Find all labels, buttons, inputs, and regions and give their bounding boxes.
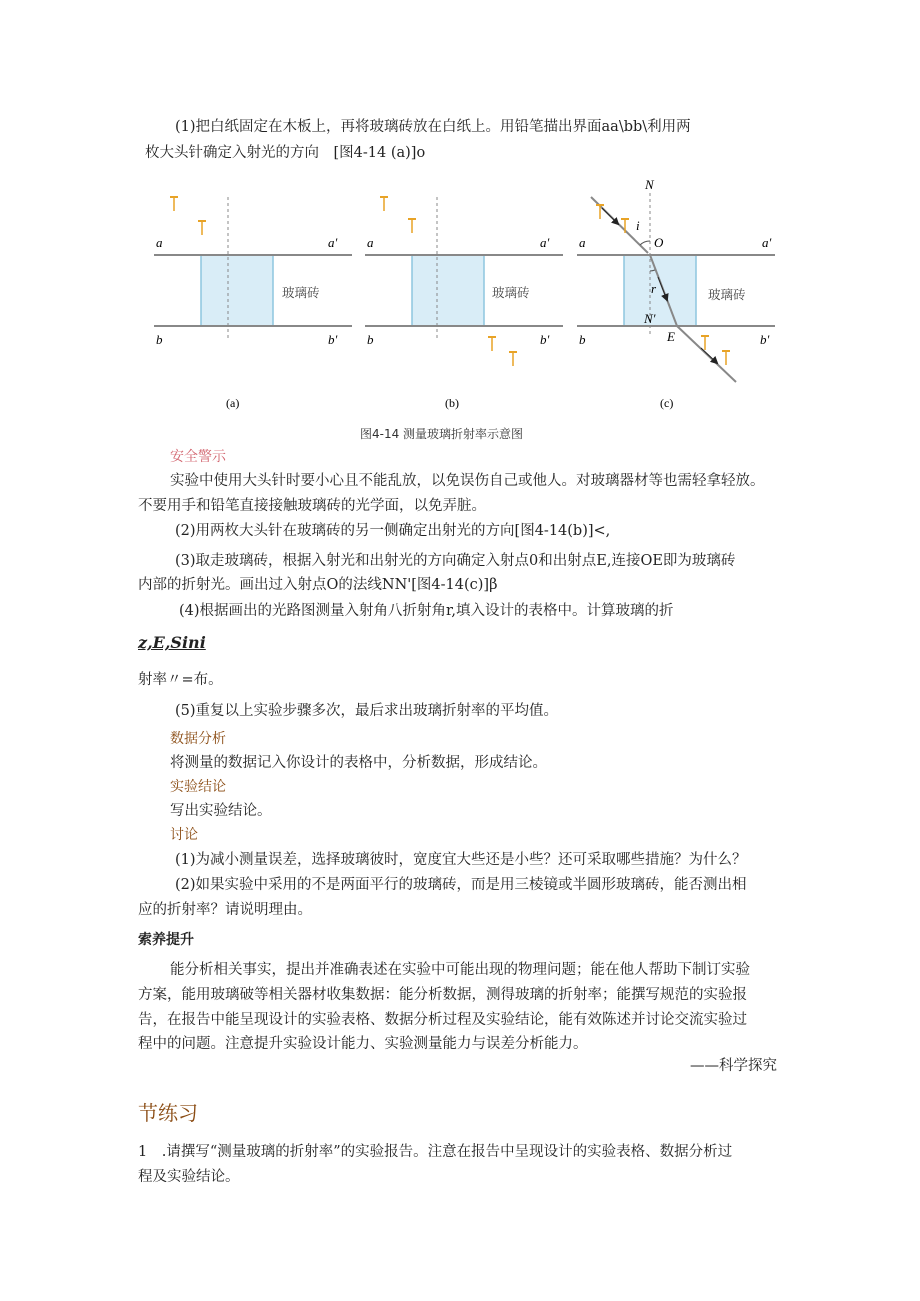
label-a: a — [367, 235, 374, 250]
emergent-ray — [677, 326, 736, 382]
pin-icon — [509, 352, 517, 366]
glass-block-c — [624, 255, 696, 326]
figure-4-14 — [140, 175, 790, 420]
subfigure-label-a: (a) — [226, 396, 240, 410]
label-b-prime: b′ — [328, 332, 338, 347]
analysis-heading: 数据分析 — [170, 731, 226, 747]
angle-i-arc — [640, 241, 650, 245]
step4-line1: (4)根据画出的光路图测量入射角八折射角r,填入设计的表格中。计算玻璃的折 — [179, 603, 674, 619]
step4-line2: 射率〃=布。 — [138, 672, 223, 688]
step5: (5)重复以上实验步骤多次，最后求出玻璃折射率的平均值。 — [175, 703, 559, 719]
label-r: r — [651, 281, 657, 296]
label-N-prime: N′ — [644, 311, 656, 326]
label-b-prime: b′ — [540, 332, 550, 347]
safety-line1: 实验中使用大头针时要小心且不能乱放，以免误伤自己或他人。对玻璃器材等也需轻拿轻放。 — [170, 473, 765, 489]
literacy-line2: 方案，能用玻璃破等相关器材收集数据：能分析数据，测得玻璃的折射率；能撰写规范的实验报 — [138, 987, 747, 1003]
glass-label: 玻璃砖 — [282, 286, 320, 300]
safety-line2: 不要用手和铅笔直接接触玻璃砖的光学面，以免弄脏。 — [138, 498, 486, 514]
discussion-q2-line1: (2)如果实验中采用的不是两面平行的玻璃砖，而是用三棱镜或半圆形玻璃砖，能否测出相 — [175, 877, 747, 893]
label-O: O — [654, 235, 664, 250]
glass-label: 玻璃砖 — [708, 288, 746, 302]
label-b: b — [367, 332, 374, 347]
label-N: N — [645, 177, 654, 192]
pin-icon — [621, 219, 629, 233]
label-E: E — [667, 329, 675, 344]
label-a: a — [579, 235, 586, 250]
exercise-item1-line2: 程及实验结论。 — [138, 1169, 240, 1185]
glass-label: 玻璃砖 — [492, 286, 530, 300]
label-a: a — [156, 235, 163, 250]
label-a-prime: a′ — [328, 235, 338, 250]
step4-formula: z,E,Sini — [138, 633, 206, 652]
pin-icon — [488, 337, 496, 351]
discussion-heading: 讨论 — [170, 827, 198, 843]
subfigure-label-b: (b) — [445, 396, 459, 410]
literacy-heading: 索养提升 — [138, 932, 194, 948]
step1-line1: (1)把白纸固定在木板上，再将玻璃砖放在白纸上。用铅笔描出界面aa\bb\利用两 — [175, 119, 691, 135]
figure-caption: 图4-14 测量玻璃折射率示意图 — [360, 427, 524, 441]
panel-b — [365, 197, 563, 410]
discussion-q1: (1)为减小测量误差，选择玻璃彼时，宽度宜大些还是小些？还可采取哪些措施？为什么？ — [175, 852, 747, 868]
label-a-prime: a′ — [540, 235, 550, 250]
pin-icon — [198, 221, 206, 235]
pin-icon — [722, 351, 730, 365]
literacy-line3: 告，在报告中能呈现设计的实验表格、数据分析过程及实验结论，能有效陈述并讨论交流实验过 — [138, 1012, 747, 1028]
panel-c — [577, 177, 775, 410]
literacy-attribution: ——科学探究 — [690, 1058, 777, 1074]
glass-block-b — [412, 255, 484, 326]
safety-heading: 安全警示 — [170, 449, 226, 465]
step1-line2: 枚大头针确定入射光的方向 [图4-14 (a)]o — [145, 145, 426, 161]
label-b: b — [579, 332, 586, 347]
conclusion-heading: 实验结论 — [170, 779, 226, 795]
exercise-title: 节练习 — [138, 1101, 198, 1125]
discussion-q2-line2: 应的折射率？请说明理由。 — [138, 902, 312, 918]
exercise-item1-line1: 1 .请撰写“测量玻璃的折射率”的实验报告。注意在报告中呈现设计的实验表格、数据分析过 — [138, 1144, 733, 1160]
incident-arrow — [602, 208, 618, 224]
pin-icon — [380, 197, 388, 211]
label-a-prime: a′ — [762, 235, 772, 250]
pin-icon — [170, 197, 178, 211]
glass-block-a — [201, 255, 273, 326]
literacy-line1: 能分析相关事实，提出并准确表述在实验中可能出现的物理问题；能在他人帮助下制订实验 — [170, 962, 750, 978]
label-i: i — [636, 218, 640, 233]
pin-icon — [408, 219, 416, 233]
pin-icon — [701, 336, 709, 350]
literacy-line4: 程中的问题。注意提升实验设计能力、实验测量能力与误差分析能力。 — [138, 1036, 588, 1052]
pin-icon — [596, 205, 604, 219]
label-b-prime: b′ — [760, 332, 770, 347]
step2: (2)用两枚大头针在玻璃砖的另一侧确定出射光的方向[图4-14(b)]<, — [175, 523, 611, 539]
panel-a — [154, 197, 352, 410]
subfigure-label-c: (c) — [660, 396, 674, 410]
step3-line2: 内部的折射光。画出过入射点O的法线NN'[图4-14(c)]β — [138, 577, 498, 593]
emergent-arrow — [701, 348, 717, 363]
conclusion-text: 写出实验结论。 — [170, 803, 272, 819]
step3-line1: (3)取走玻璃砖，根据入射光和出射光的方向确定入射点0和出射点E,连接OE即为玻璃砖 — [175, 553, 736, 569]
label-b: b — [156, 332, 163, 347]
analysis-text: 将测量的数据记入你设计的表格中，分析数据，形成结论。 — [170, 755, 547, 771]
